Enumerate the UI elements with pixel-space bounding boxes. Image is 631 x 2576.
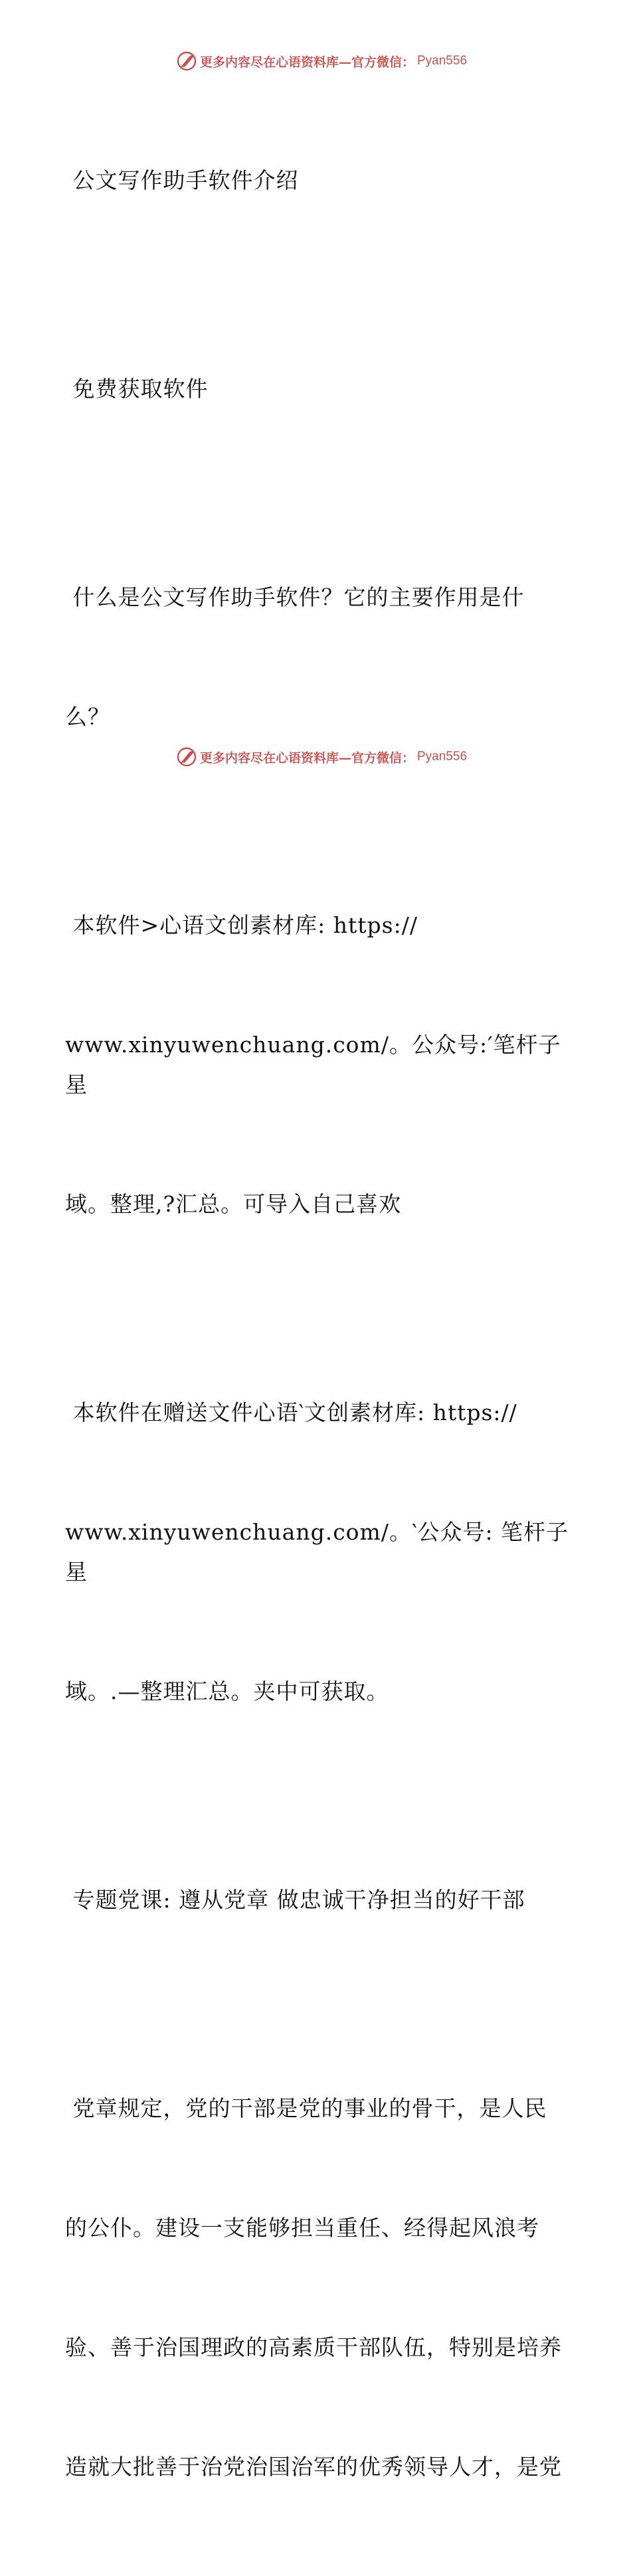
question-paragraph: 什么是公文写作助手软件？它的主要作用是什 么？: [65, 584, 525, 730]
document-body: [65, 81, 570, 2576]
doc-title: 公文写作助手软件介绍: [65, 167, 299, 193]
lecture-heading: 专题党课: 遵从党章 做忠诚干净担当的好干部: [65, 1887, 525, 1913]
watermark-text: 更多内容尽在心语资料库—官方微信：: [199, 54, 414, 70]
watermark-wechat-id: Pyan556: [417, 54, 468, 68]
watermark-wechat-id: Pyan556: [417, 750, 468, 764]
quill-pen-icon: [176, 746, 197, 767]
header-watermark-banner: [0, 48, 631, 74]
free-download-line: 免费获取软件: [65, 376, 209, 402]
promo-paragraph-2: 本软件在赠送文件心语‵文创素材库: https:// www.xinyuwenchuang.com/。‵公众号: 笔杆子星 域。.—整理汇总。夹中可获取。: [65, 1400, 569, 1704]
watermark-text: 更多内容尽在心语资料库—官方微信：: [199, 750, 414, 765]
promo-paragraph-1: 本软件>心语文创素材库: https:// www.xinyuwenchuang.com/。公众号:′笔杆子星 域。整理,?汇总。可导入自己喜欢: [65, 912, 561, 1217]
footer-watermark-banner: [0, 744, 631, 770]
quill-pen-icon: [176, 50, 197, 72]
body-paragraph: 党章规定，党的干部是党的事业的骨干，是人民 的公仆。建设一支能够担当重任、经得起风浪考 验、善于治国理政的高素质干部队伍，特别是培养 造就大批善于治党治国治军的优秀领导人才，是党: [65, 2095, 562, 2480]
